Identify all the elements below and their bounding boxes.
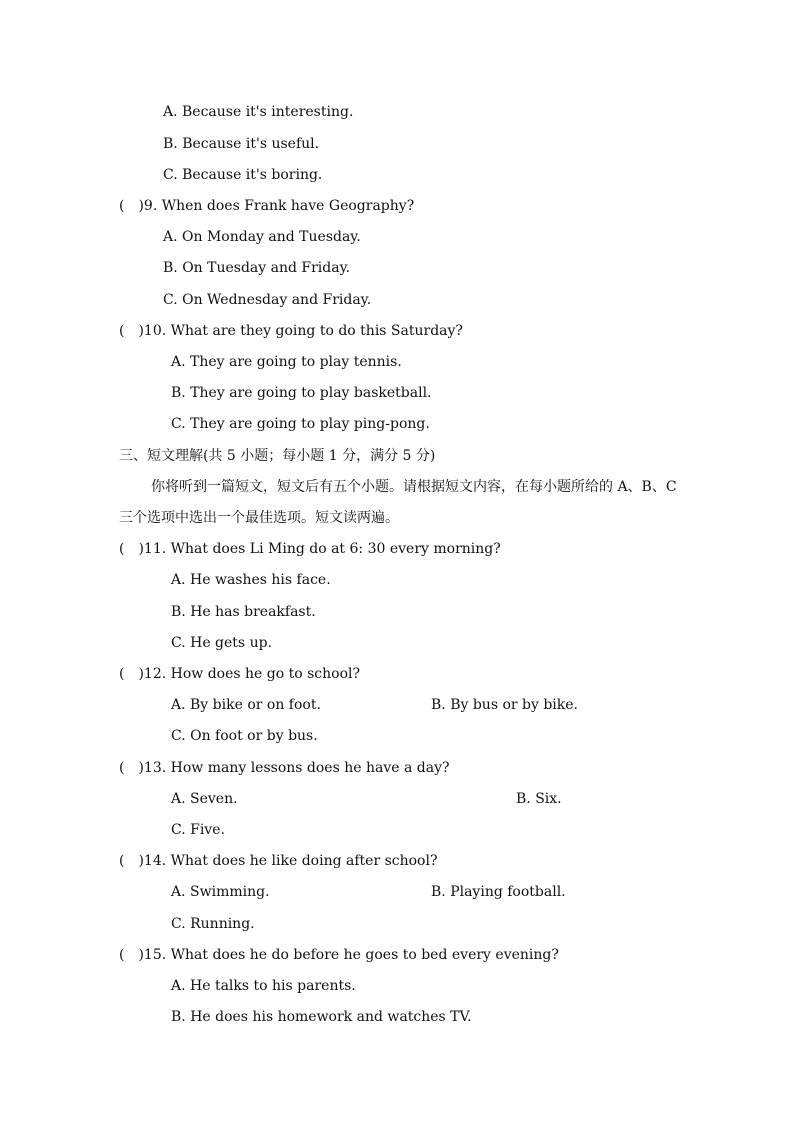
q9-option-b: B. On Tuesday and Friday. — [163, 260, 351, 276]
q14-stem: ( )14. What does he like doing after school? — [119, 853, 438, 869]
q12-option-c: C. On foot or by bus. — [171, 728, 318, 744]
q12-stem: ( )12. How does he go to school? — [119, 666, 361, 682]
q12-option-a: A. By bike or on foot. — [171, 697, 321, 713]
q14-option-a: A. Swimming. — [171, 884, 270, 900]
q11-option-b: B. He has breakfast. — [171, 604, 316, 620]
q13-option-a: A. Seven. — [171, 791, 238, 807]
q10-stem: ( )10. What are they going to do this Saturday? — [119, 323, 463, 339]
q15-option-b: B. He does his homework and watches TV. — [171, 1009, 472, 1025]
q9-stem: ( )9. When does Frank have Geography? — [119, 198, 415, 214]
q14-option-b: B. Playing football. — [431, 884, 566, 900]
q13-option-b: B. Six. — [516, 791, 562, 807]
section-3-instructions: 你将听到一篇短文，短文后有五个小题。请根据短文内容，在每小题所给的 A、B、C 三个选项中选出一个最佳选项。短文读两遍。 — [119, 479, 677, 526]
q8-option-b: B. Because it's useful. — [163, 136, 320, 152]
q9-option-a: A. On Monday and Tuesday. — [163, 229, 361, 245]
q13-stem: ( )13. How many lessons does he have a day? — [119, 760, 450, 776]
q9-option-c: C. On Wednesday and Friday. — [163, 292, 372, 308]
q15-option-a: A. He talks to his parents. — [171, 978, 356, 994]
q11-option-a: A. He washes his face. — [171, 572, 331, 588]
q15-stem: ( )15. What does he do before he goes to bed every evening? — [119, 947, 559, 963]
q11-stem: ( )11. What does Li Ming do at 6: 30 every morning? — [119, 541, 501, 557]
section-3-heading: 三、短文理解(共 5 小题；每小题 1 分，满分 5 分) — [119, 448, 436, 464]
q12-option-b: B. By bus or by bike. — [431, 697, 578, 713]
q8-option-c: C. Because it's boring. — [163, 167, 323, 183]
q14-option-c: C. Running. — [171, 916, 255, 932]
q10-option-b: B. They are going to play basketball. — [171, 385, 432, 401]
q11-option-c: C. He gets up. — [171, 635, 272, 651]
q13-option-c: C. Five. — [171, 822, 225, 838]
q8-option-a: A. Because it's interesting. — [163, 104, 354, 120]
q10-option-c: C. They are going to play ping-pong. — [171, 416, 430, 432]
q10-option-a: A. They are going to play tennis. — [171, 354, 402, 370]
